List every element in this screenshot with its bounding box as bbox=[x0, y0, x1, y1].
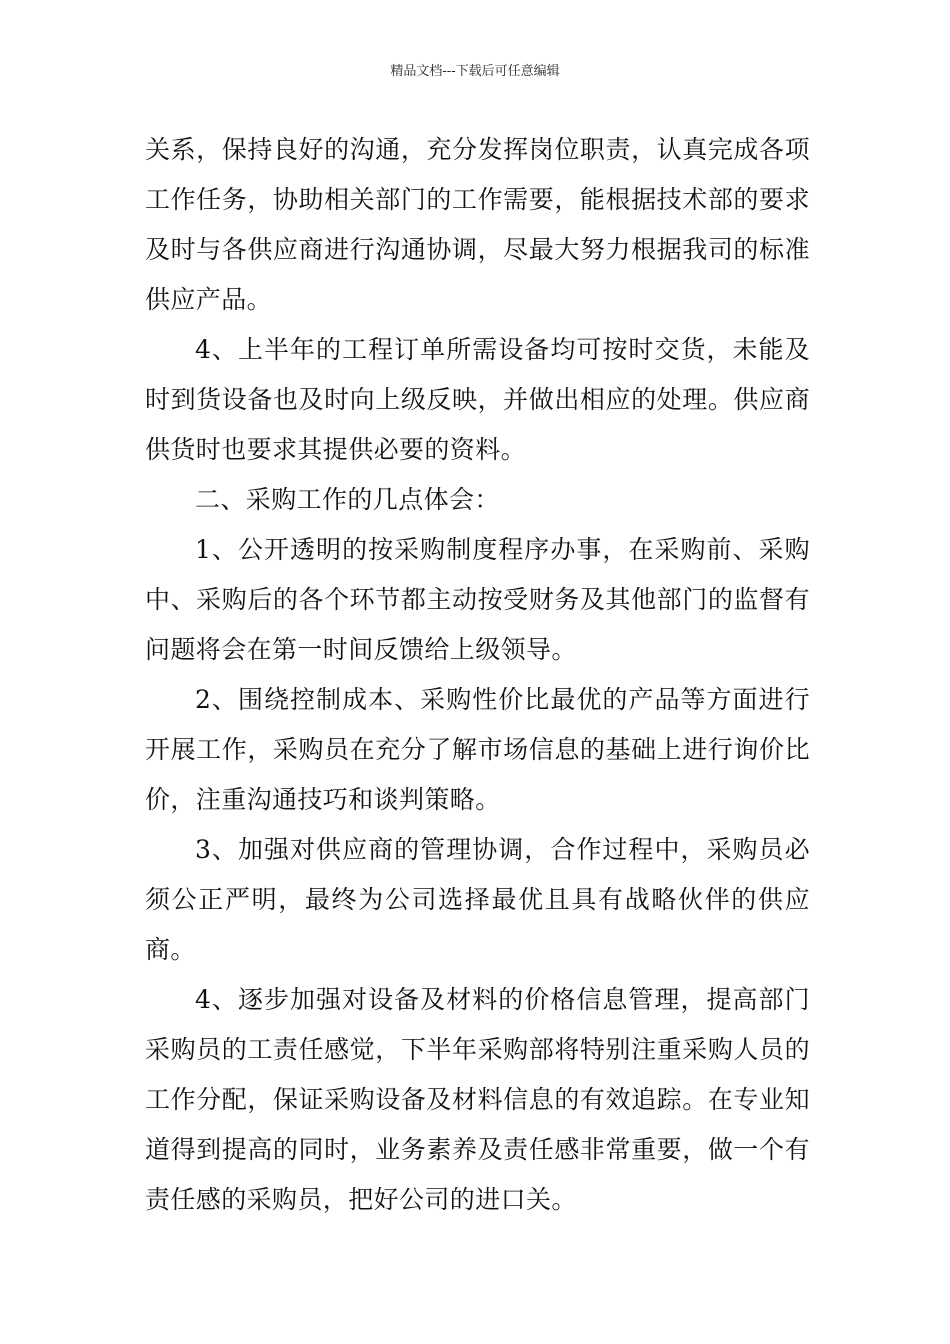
paragraph-item-2-cost-control: 2、围绕控制成本、采购性价比最优的产品等方面进行开展工作，采购员在充分了解市场信息的基础上进行询价比价，注重沟通技巧和谈判策略。 bbox=[145, 685, 810, 814]
page-header: 精品文档---下载后可任意编辑 bbox=[390, 64, 560, 79]
document-body bbox=[145, 125, 810, 1225]
paragraph-continuation: 关系，保持良好的沟通，充分发挥岗位职责，认真完成各项工作任务，协助相关部门的工作需要，能根据技术部的要求及时与各供应商进行沟通协调，尽最大努力根据我司的标准供应产品。 bbox=[145, 135, 810, 314]
paragraph-item-4-price-information: 4、逐步加强对设备及材料的价格信息管理，提高部门采购员的工责任感觉，下半年采购部将特别注重采购人员的工作分配，保证采购设备及材料信息的有效追踪。在专业知道得到提高的同时，业务素养及责任感非常重要，做一个有责任感的采购员，把好公司的进口关。 bbox=[145, 985, 810, 1214]
paragraph-item-3-supplier-management: 3、加强对供应商的管理协调，合作过程中，采购员必须公正严明，最终为公司选择最优且具有战略伙伴的供应商。 bbox=[145, 835, 810, 964]
section-heading-experience: 二、采购工作的几点体会： bbox=[195, 485, 500, 514]
paragraph-item-1-transparency: 1、公开透明的按采购制度程序办事，在采购前、采购中、采购后的各个环节都主动按受财务及其他部门的监督有问题将会在第一时间反馈给上级领导。 bbox=[145, 535, 810, 664]
paragraph-item-4-delivery: 4、上半年的工程订单所需设备均可按时交货，未能及时到货设备也及时向上级反映，并做出相应的处理。供应商供货时也要求其提供必要的资料。 bbox=[145, 335, 810, 464]
